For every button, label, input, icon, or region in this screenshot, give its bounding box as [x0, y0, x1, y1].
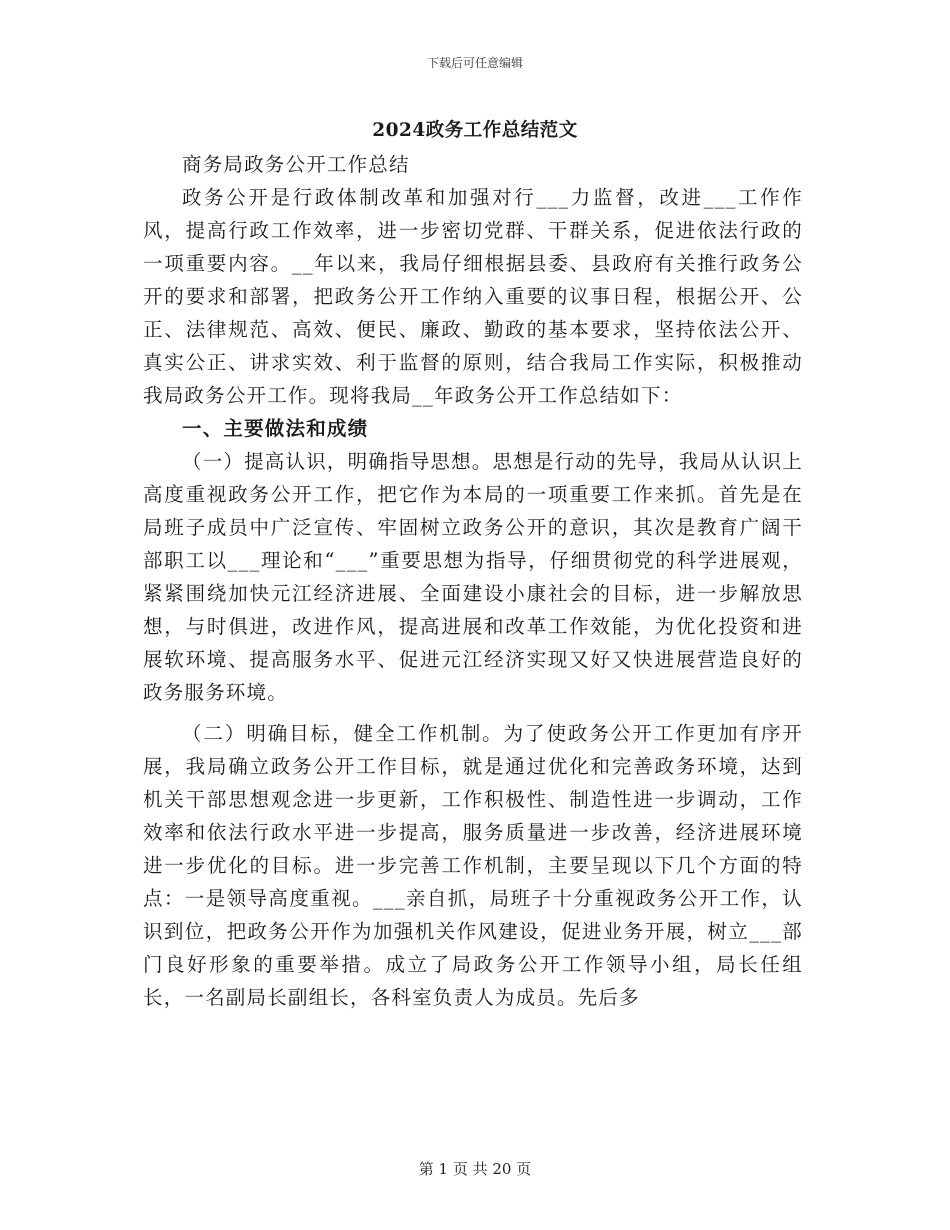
body-paragraph: （一）提高认识，明确指导思想。思想是行动的先导，我局从认识上高度重视政务公开工作，把它作为本局的一项重要工作来抓。首先是在局班子成员中广泛宣传、牢固树立政务公开的意识，其次是教育广阔干部职工以___理论和“___”重要思想为指导，仔细贯彻党的科学进展观，紧紧围绕加快元江经济进展、全面建设小康社会的目标，进一步解放思想，与时俱进，改进作风，提高进展和改革工作效能，为优化投资和进展软环境、提高服务水平、促进元江经济实现又好又快进展营造良好的政务服务环境。: [143, 450, 804, 704]
subtitle-paragraph: 商务局政务公开工作总结: [182, 153, 410, 176]
document-body: [143, 148, 803, 1014]
page-number: 第 1 页 共 20 页: [418, 1160, 532, 1178]
header-note: 下载后可任意编辑: [426, 56, 523, 70]
intro-paragraph: 政务公开是行政体制改革和加强对行___力监督，改进___工作作风，提高行政工作效率，进一步密切党群、干群关系，促进依法行政的一项重要内容。__年以来，我局仔细根据县委、县政府有关推行政务公开的要求和部署，把政务公开工作纳入重要的议事日程，根据公开、公正、法律规范、高效、便民、廉政、勤政的基本要求，坚持依法公开、真实公正、讲求实效、利于监督的原则，结合我局工作实际，积极推动我局政务公开工作。现将我局__年政务公开工作总结如下：: [143, 186, 803, 407]
body-paragraph: （二）明确目标，健全工作机制。为了使政务公开工作更加有序开展，我局确立政务公开工作目标，就是通过优化和完善政务环境，达到机关干部思想观念进一步更新，工作积极性、制造性进一步调动，工作效率和依法行政水平进一步提高，服务质量进一步改善，经济进展环境进一步优化的目标。进一步完善工作机制，主要呈现以下几个方面的特点：一是领导高度重视。___亲自抓，局班子十分重视政务公开工作，认识到位，把政务公开作为加强机关作风建设，促进业务开展，树立___部门良好形象的重要举措。成立了局政务公开工作领导小组，局长任组长，一名副局长副组长，各科室负责人为成员。先后多: [143, 722, 803, 1009]
section-heading: 一、主要做法和成绩: [182, 417, 369, 440]
document-title: 2024政务工作总结范文: [372, 120, 578, 141]
